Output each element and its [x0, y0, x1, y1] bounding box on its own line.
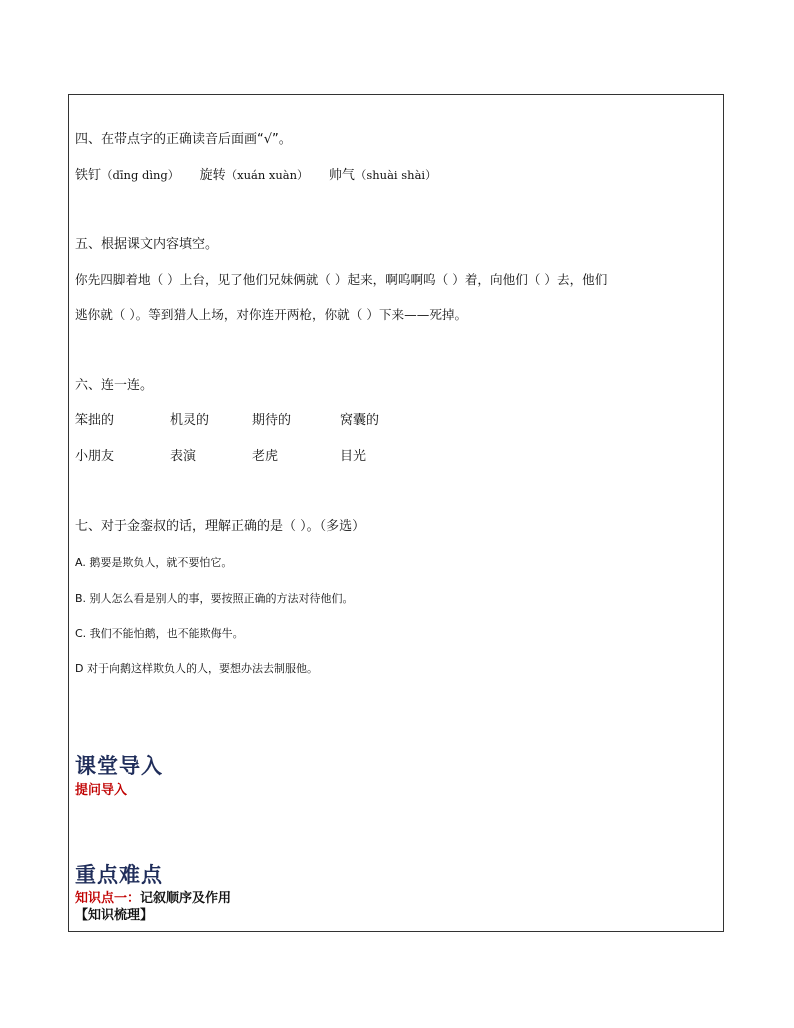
match-left-2: 机灵的 [170, 413, 210, 428]
item2-pinyin: （xuán xuàn） [225, 168, 309, 182]
worksheet-frame [68, 94, 724, 932]
classroom-intro-heading: 课堂导入 [75, 753, 163, 778]
knowledge-bracket: 【知识梳理】 [75, 908, 154, 923]
section4-title: 四、在带点字的正确读音后面画“√”。 [75, 132, 292, 147]
classroom-intro-sub: 提问导入 [75, 783, 128, 798]
option-b: B. 别人怎么看是别人的事，要按照正确的方法对待他们。 [75, 592, 354, 605]
option-c: C. 我们不能怕鹅，也不能欺侮牛。 [75, 627, 244, 640]
match-left-3: 期待的 [252, 413, 292, 428]
match-right-2: 表演 [170, 449, 197, 464]
option-d: D 对于向鹅这样欺负人的人，要想办法去制服他。 [75, 662, 318, 675]
match-right-3: 老虎 [252, 449, 279, 464]
section7-title: 七、对于金銮叔的话，理解正确的是（ ）。（多选） [75, 519, 366, 534]
item1-word: 铁钉 [75, 168, 102, 183]
section5-line2: 逃你就（ ）。等到猎人上场，对你连开两枪，你就（ ）下来——死掉。 [75, 307, 468, 322]
item3-pinyin: （shuài shài） [354, 168, 437, 182]
item1-pinyin: （dīng dìng） [101, 168, 180, 182]
match-right-1: 小朋友 [75, 449, 115, 464]
match-right-4: 目光 [340, 449, 367, 464]
match-left-4: 窝囊的 [340, 413, 380, 428]
key-points-heading: 重点难点 [75, 862, 163, 887]
section4-items [75, 166, 437, 185]
section6-title: 六、连一连。 [75, 378, 154, 393]
item3-word: 帅气 [328, 168, 355, 183]
option-a: A. 鹅要是欺负人，就不要怕它。 [75, 556, 233, 569]
knowledge-label: 知识点一： [75, 891, 141, 906]
knowledge-text: 记叙顺序及作用 [140, 891, 232, 906]
section5-line1: 你先四脚着地（ ）上台，见了他们兄妹俩就（ ）起来，啊呜啊呜（ ）着，向他们（ ）去，他们 [75, 272, 608, 287]
item2-word: 旋转 [199, 168, 226, 183]
section5-title: 五、根据课文内容填空。 [75, 237, 219, 252]
match-left-1: 笨拙的 [75, 413, 115, 428]
